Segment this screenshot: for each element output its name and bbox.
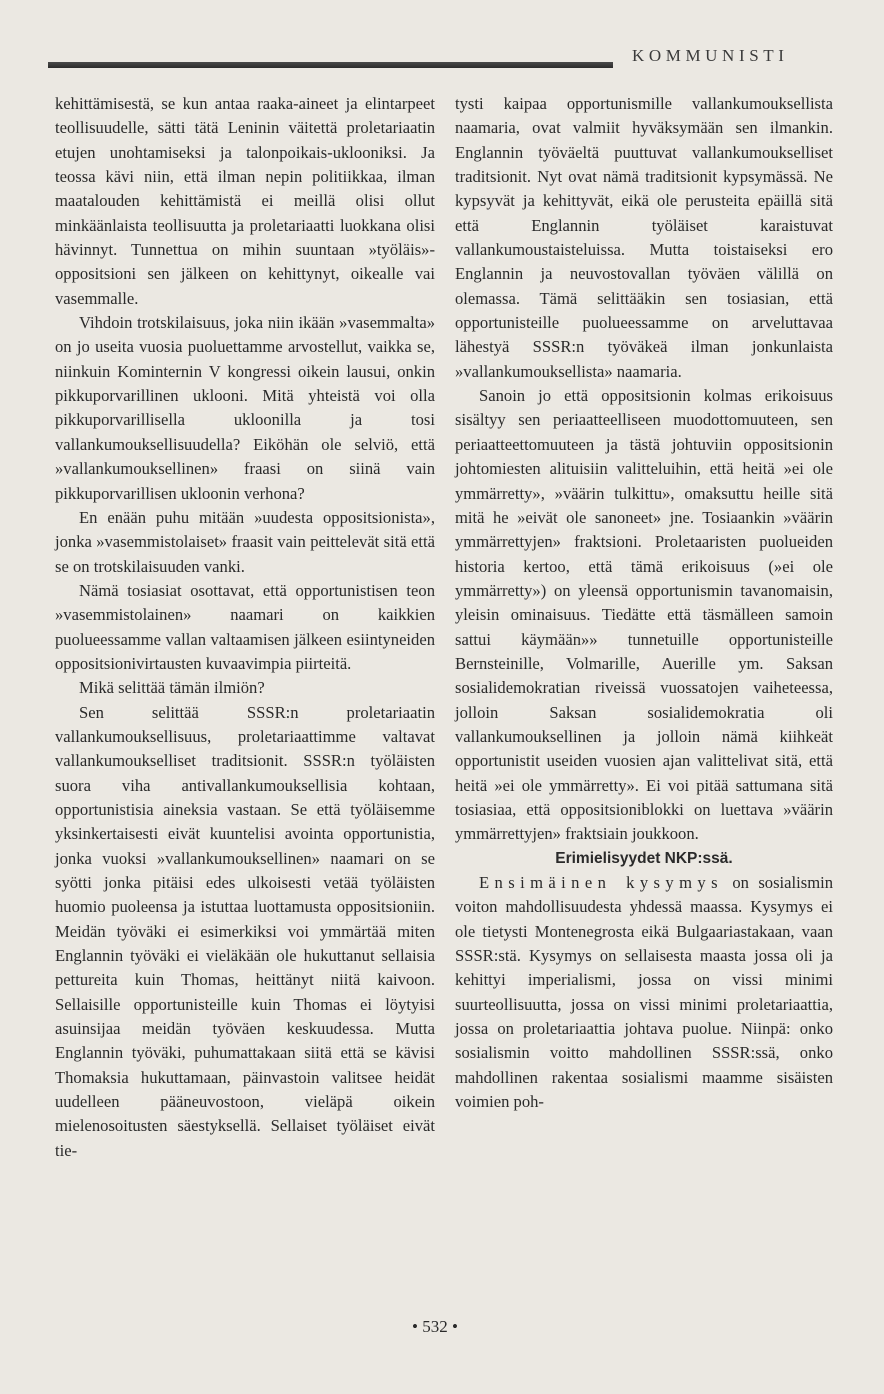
paragraph: Vihdoin trotskilaisuus, joka niin ikään »vasemmalta» on jo useita vuosia puoluettamme arvostellut, vaikka se, niinkuin Kominternin V kongressi oikein lausui, onkin pikkuporvarillinen uklooni. Mitä yhteistä voi olla pikkuporvarillisella ukloonilla ja tosi vallankumouksellisuudella? Eiköhän ole selviö, että »vallankumouksellinen» fraasi on siinä vain pikkuporvarillisen ukloonin verhona? [55,313,435,503]
paragraph: kehittämisestä, se kun antaa raaka-aineet ja elintarpeet teollisuudelle, sätti tätä Leninin väitettä proletariaatin etujen unohtamiseksi ja talonpoikais-uklooniksi. Ja teossa kävi niin, että ilman nepin politiikkaa, ilman maatalouden kehittämistä ei meillä olisi ollut minkäänlaista teollisuutta ja proletariaatti luokkana olisi hävinnyt. Tunnettua on mihin suuntaan »työläis»-oppositsioni sen jälkeen on kehittynyt, oikealle vai vasemmalle. [55,94,435,308]
paragraph: Mikä selittää tämän ilmiön? [79,678,265,698]
section-lead: Ensimäinen kysymys [479,873,723,892]
header-rule [48,62,613,68]
section-paragraph-rest: on sosialismin voiton mahdollisuudesta yhdessä maassa. Kysymys ei ole tietysti Montenegrosta eikä Bulgaariastakaan, vaan SSSR:stä. Kysymys on sellaisesta maasta jossa oli ja kehittyi imperialismi, jossa on vissi minimi suurteollisuutta, jossa on vissi minimi proletariaattia, jossa on proletariaattia johtava puolue. Niinpä: onko sosialismin voitto mahdollinen SSSR:ssä, onko mahdollinen rakentaa sosialismi maamme sisäisten voimien poh- [455,873,834,1112]
page-number: • 532 • [412,1317,458,1336]
left-column [55,92,435,1163]
paragraph: Sanoin jo että oppositsionin kolmas erikoisuus sisältyy sen periaatteelliseen muodottomuuteen, sen periaatteettomuuteen ja tästä johtuviin oppositsionin johtomiesten alituisiin valitteluihin, että heitä »ei ole ymmärretty», »väärin tulkittu», omaksuttu heille sitä mitä he »eivät ole sanoneet» jne. Tosiaankin »väärin ymmärrettyjen» fraktsioni. Proletaaristen puolueiden historia kertoo, että tämä erikoisuus (»ei ole ymmärretty») on yleensä opportunismin tavanomaisin, yleisin ominaisuus. Tiedätte että täsmälleen samoin sattui käymään»» tunnetuille opportunisteille Bernsteinille, Volmarille, Auerille ym. Saksan sosialidemokratian riveissä vuossatojen vaiheteessa, jolloin Saksan sosialidemokratia oli vallankumouksellinen ja jolloin nämä kiihkeät opportunistit useiden vuosien ajan valittelivat sitä, että heitä »ei ole ymmärretty». Ei voi pitää sattumana sitä tosiasiaa, että oppositsioniblokki on luettava »väärin ymmärrettyjen» fraktsiain joukkoon. [455,386,833,844]
right-column [455,92,833,1114]
paragraph: Sen selittää SSSR:n proletariaatin vallankumouksellisuus, proletariaattimme valtavat vallankumoukselliset traditsionit. SSSR:n työläisten suora viha antivallankumouksellisia kohtaan, opportunistisia aineksia vastaan. Se että työläisemme yksinkertaisesti eivät kuuntelisi avointa opportunistia, jonka vuoksi »vallankumouksellinen» naamari on se syötti jonka pitäisi edes ulkoisesti vetää työläisten huomio puoleensa ja istuttaa luottamusta oppositsioniin. Meidän työväki ei esimerkiksi voi ymmärtää miten Englannin työväki ei vieläkään ole hukuttanut sellaisia pettureita kuin Thomas, heittänyt niitä kaivoon. Sellaisille opportunisteille kuin Thomas ei löytyisi asuinsijaa meidän työväen keskuudessa. Mutta Englannin työväki, puhumattakaan siitä että se kävisi Thomaksia hukuttamaan, päinvastoin valitsee heidät uudelleen pääneuvostoon, vieläpä oikein mielenosoitusten säestyksellä. Sellaiset työläiset eivät tie- [55,702,435,1160]
paragraph: En enään puhu mitään »uudesta oppositsionista», jonka »vasemmistolaiset» fraasit vain peittelevät sitä että se on trotskilaisuuden vanki. [55,507,435,576]
journal-title: KOMMUNISTI [632,46,789,65]
paragraph [455,871,833,1114]
paragraph: tysti kaipaa opportunismille vallankumouksellista naamaria, ovat valmiit hyväksymään sen ilmankin. Englannin työväeltä puuttuvat vallankumoukselliset traditsionit. Nyt ovat nämä traditsionit kypsymässä. Ne kypsyvät ja kehittyvät, eikä ole perusteita epäillä sitä että Englannin työläiset karaistuvat vallankumoustaisteluissa. Mutta toistaiseksi ero Englannin ja neuvostovallan työväen välillä on olemassa. Tämä selittääkin sen tosiasian, että opportunisteille puolueessamme on arveluttavaa lähestyä SSSR:n työväkeä ilman jonkunlaista »vallankumouksellista» naamaria. [455,94,833,381]
paragraph: Nämä tosiasiat osottavat, että opportunistisen teon »vasemmistolainen» naamari on kaikkien puolueessamme vallan valtaamisen jälkeen esiintyneiden oppositsionivirtausten kuvaavimpia piirteitä. [55,580,435,673]
section-heading: Erimielisyydet NKP:ssä. [555,849,733,867]
